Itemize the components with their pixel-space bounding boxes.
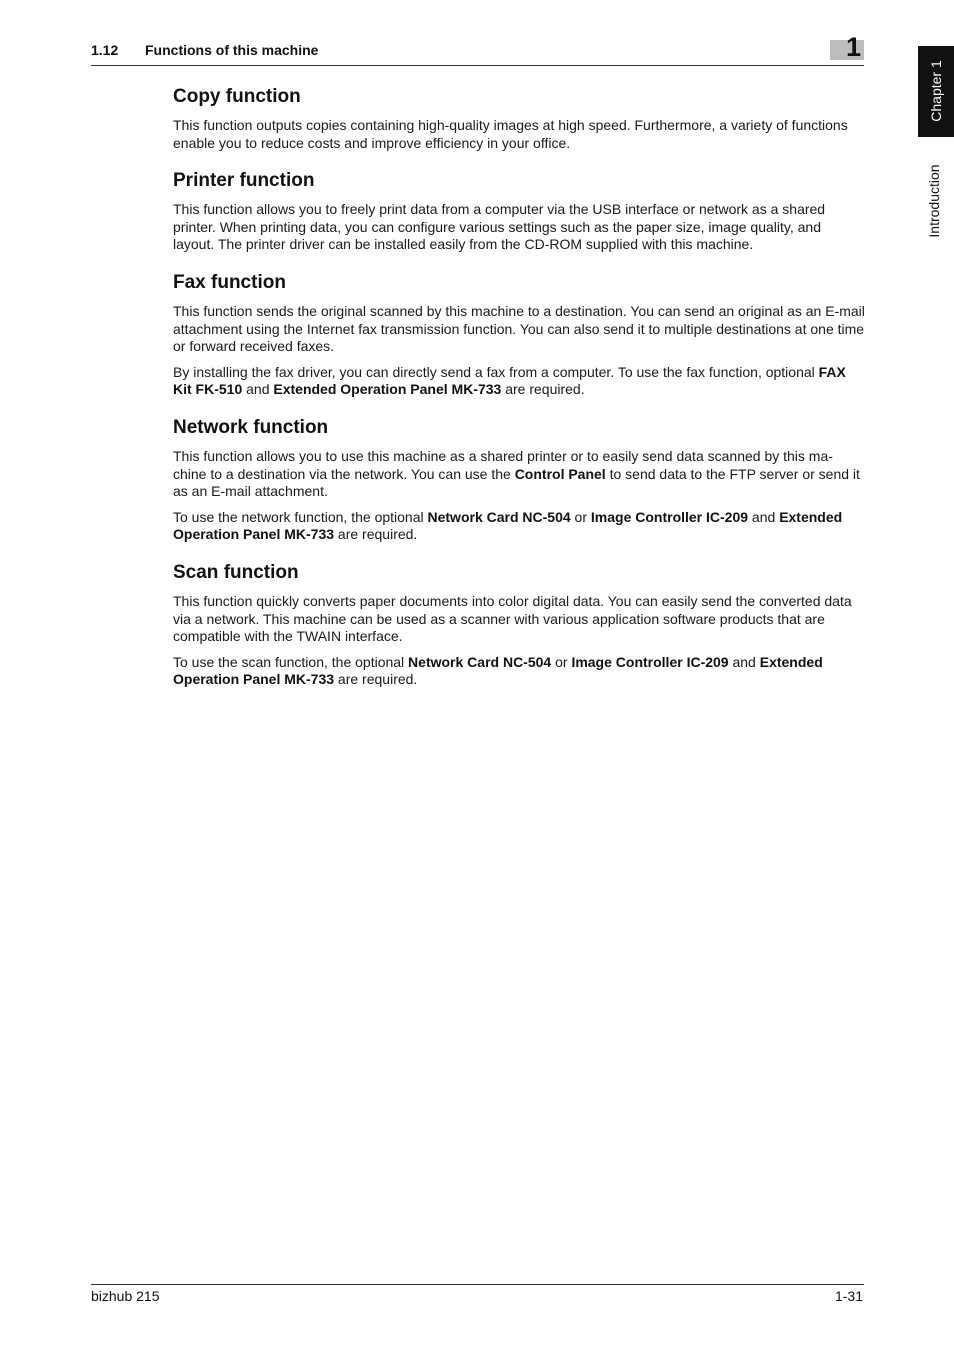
section-scan-function bbox=[173, 561, 865, 689]
body-paragraph bbox=[173, 303, 865, 356]
chapter-tab-label: Chapter 1 bbox=[928, 60, 944, 122]
text-run: and bbox=[748, 508, 780, 525]
footer-product-name: bizhub 215 bbox=[91, 1288, 160, 1304]
section-copy-function bbox=[173, 85, 865, 152]
text-run: are required. bbox=[334, 671, 418, 688]
main-content bbox=[173, 85, 865, 706]
body-paragraph bbox=[173, 117, 865, 152]
body-paragraph bbox=[173, 593, 865, 646]
bold-term: FAX Kit FK-510 bbox=[173, 363, 846, 398]
bold-term: Extended Operation Panel MK-733 bbox=[273, 381, 502, 398]
text-run: By installing the fax driver, you can directly send a fax from a computer. To use the fax function, optional bbox=[173, 363, 819, 380]
section-side-label: Introduction bbox=[926, 164, 942, 238]
body-paragraph bbox=[173, 364, 865, 399]
text-run: This function allows you to use this machine as a shared printer or to easily send data scanned by this ma-chine to a destination via the network. You can use the bbox=[173, 447, 833, 482]
bold-term: Network Card NC-504 bbox=[427, 508, 571, 525]
bold-term: Image Controller IC-209 bbox=[571, 653, 729, 670]
bold-term: Network Card NC-504 bbox=[408, 653, 552, 670]
footer-page-number: 1-31 bbox=[834, 1288, 863, 1304]
text-run: This function sends the original scanned by this machine to a destination. You can send an original as an E-mail attachment using the Internet fax transmission function. You can also send it to multiple destinations at one time or forward received faxes. bbox=[173, 302, 865, 355]
text-run: or bbox=[551, 653, 572, 670]
section-heading: Copy function bbox=[173, 86, 301, 107]
section-heading: Scan function bbox=[173, 561, 299, 583]
body-paragraph bbox=[173, 448, 865, 501]
text-run: and bbox=[242, 381, 274, 398]
section-title: Functions of this machine bbox=[145, 42, 319, 58]
running-header bbox=[91, 42, 318, 58]
text-run: This function allows you to freely print data from a computer via the USB interface or network as a shared printer. When printing data, you can configure various settings such as the paper size, image quality, and layout. The printer driver can be installed easily from the CD-ROM supplied with this machine. bbox=[173, 201, 826, 253]
section-heading: Network function bbox=[173, 416, 329, 438]
bold-term: Extended Operation Panel MK-733 bbox=[173, 653, 823, 688]
text-run: To use the network function, the optional bbox=[173, 508, 428, 525]
body-paragraph bbox=[173, 201, 865, 254]
section-fax-function bbox=[173, 271, 865, 399]
text-run: or bbox=[570, 508, 591, 525]
text-run: To use the scan function, the optional bbox=[173, 653, 409, 670]
text-run: This function quickly converts paper documents into color digital data. You can easily send the converted data via a network. This machine can be used as a scanner with various application software products that are compatible with the TWAIN interface. bbox=[173, 592, 852, 645]
text-run: are required. bbox=[501, 381, 585, 398]
bold-term: Control Panel bbox=[514, 465, 606, 482]
text-run: are required. bbox=[334, 526, 418, 543]
body-paragraph bbox=[173, 654, 865, 689]
text-run: to send data to the FTP server or send it as an E-mail attachment. bbox=[173, 465, 860, 500]
header-divider bbox=[91, 65, 864, 66]
footer-divider bbox=[91, 1284, 864, 1285]
section-network-function bbox=[173, 416, 865, 544]
section-heading: Fax function bbox=[173, 271, 286, 293]
text-run: This function outputs copies containing high-quality images at high speed. Furthermore, a variety of functions enable you to reduce costs and improve efficiency in your office. bbox=[173, 117, 848, 151]
section-printer-function bbox=[173, 169, 865, 254]
text-run: and bbox=[728, 653, 760, 670]
section-number: 1.12 bbox=[91, 42, 119, 58]
body-paragraph bbox=[173, 509, 865, 544]
bold-term: Extended Operation Panel MK-733 bbox=[173, 508, 843, 543]
chapter-number: 1 bbox=[846, 32, 862, 62]
section-heading: Printer function bbox=[173, 170, 315, 192]
bold-term: Image Controller IC-209 bbox=[590, 508, 749, 525]
